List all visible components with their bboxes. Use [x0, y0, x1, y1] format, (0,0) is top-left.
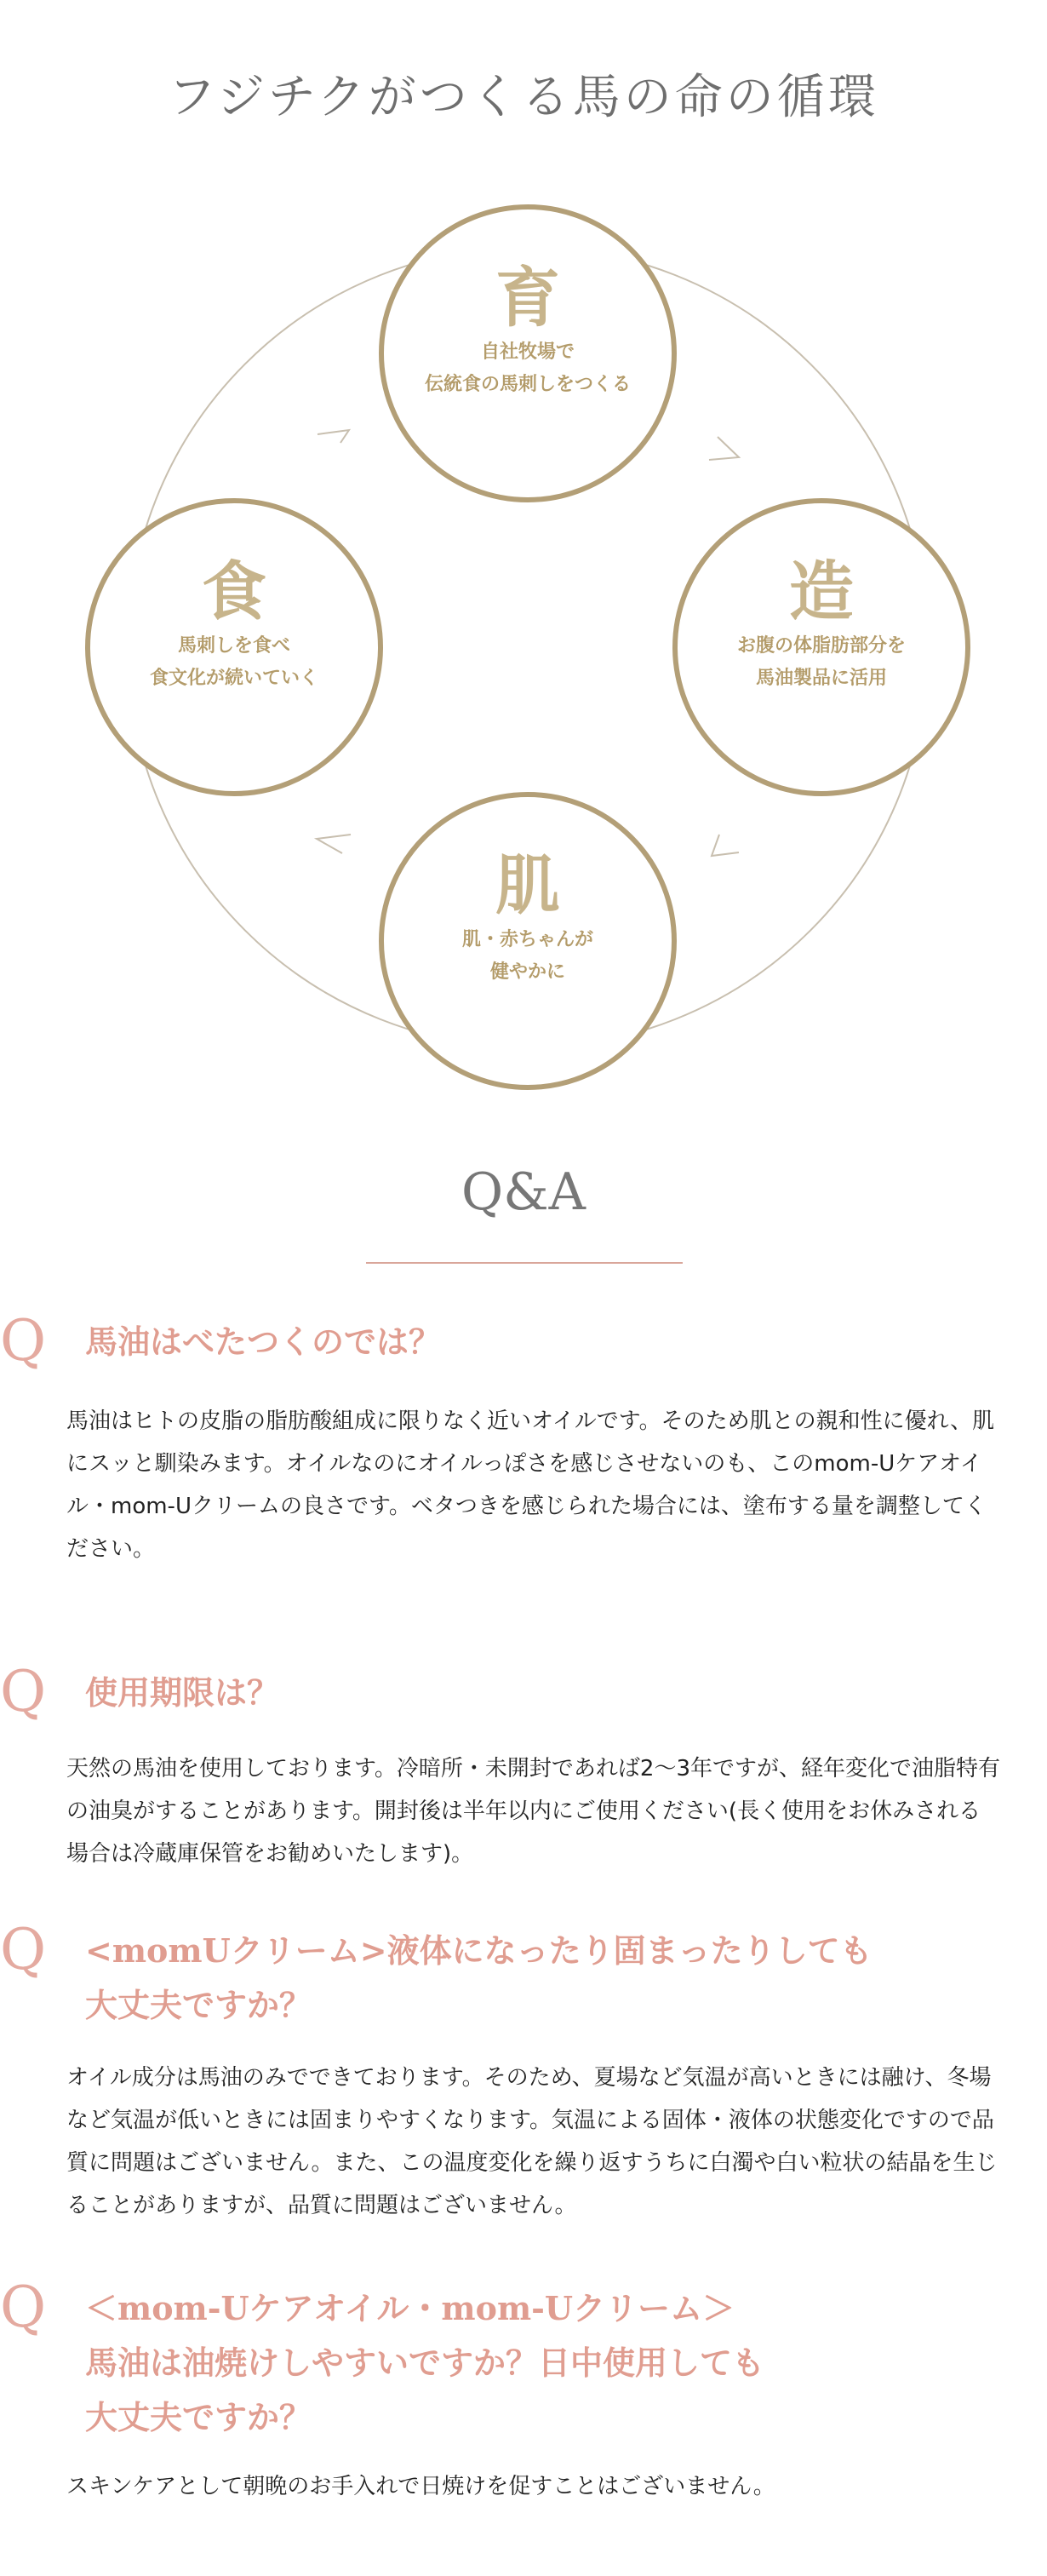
qa-heading-underline: [366, 1262, 683, 1264]
circle-left: [94, 554, 375, 695]
circle-left-kanji: 食: [202, 554, 266, 629]
arrow-icon: [712, 835, 739, 856]
q-mark-icon: Q: [0, 2275, 47, 2340]
qa-heading: Q&A: [461, 1162, 586, 1222]
cycle-title: フジチクがつくる馬の命の循環: [168, 70, 879, 125]
circle-right: [681, 554, 962, 695]
q-mark-icon: Q: [0, 1917, 47, 1982]
circle-left-desc: 馬刺しを食べ 食文化が続いていく: [149, 635, 318, 689]
circle-top-kanji: 育: [495, 260, 560, 336]
qa-item-4: [0, 2275, 1047, 2533]
q-mark-icon: Q: [0, 1308, 47, 1374]
question-4: ＜mom-Uケアオイル・mom-Uクリーム＞ 馬油は油焼けしやすいですか？日中使用しても 大丈夫ですか？: [85, 2289, 765, 2436]
answer-3: オイル成分は馬油のみでできております。そのため、夏場など気温が高いときには融け、冬場など気温が低いときには固まりやすくなります。気温による固体・液体の状態変化ですので品質に問題はございません。また、この温度変化を繰り返すうちに白濁や白い粒状の結晶を生じることがありますが、品質に問題はございません。: [66, 2065, 998, 2218]
circle-top-desc: 自社牧場で 伝統食の馬刺しをつくる: [424, 341, 631, 395]
answer-2: 天然の馬油を使用しております。冷暗所・未開封であれば2〜3年ですが、経年変化で油脂特有の油臭がすることがあります。開封後は半年以内にご使用ください(長く使用をお休みされる場合は冷蔵庫保管をお勧めいたします)。: [66, 1756, 1001, 1867]
q-mark-icon: Q: [0, 1659, 47, 1724]
circle-bottom-desc: 肌・赤ちゃんが 健やかに: [461, 929, 593, 983]
circle-bottom: [387, 847, 668, 989]
qa-item-2: [0, 1659, 1047, 1867]
answer-1: 馬油はヒトの皮脂の脂肪酸組成に限りなく近いオイルです。そのため肌との親和性に優れ、肌にスッと馴染みます。オイルなのにオイルっぽさを感じさせないのも、このmom-Uケアオイル・mom-Uクリームの良さです。ベタつきを感じられた場合には、塗布する量を調整してください。: [66, 1408, 995, 1562]
arrow-icon: [318, 430, 349, 443]
circle-top: [387, 260, 668, 401]
question-2: 使用期限は？: [85, 1673, 280, 1712]
arrow-icon: [317, 835, 351, 853]
question-1: 馬油はべたつくのでは？: [85, 1322, 442, 1361]
circle-right-desc: お腹の体脂肪部分を 馬油製品に活用: [736, 635, 906, 689]
qa-item-1: [0, 1308, 1047, 1567]
arrow-icon: [709, 437, 739, 460]
qa-item-3: [0, 1917, 1047, 2218]
circle-bottom-kanji: 肌: [495, 847, 560, 923]
circle-right-kanji: 造: [789, 554, 854, 629]
answer-4: スキンケアとして朝晩のお手入れで日焼けを促すことはございません。: [66, 2474, 775, 2499]
question-3: <momUクリーム>液体になったり固まったりしても 大丈夫ですか？: [85, 1931, 872, 2024]
